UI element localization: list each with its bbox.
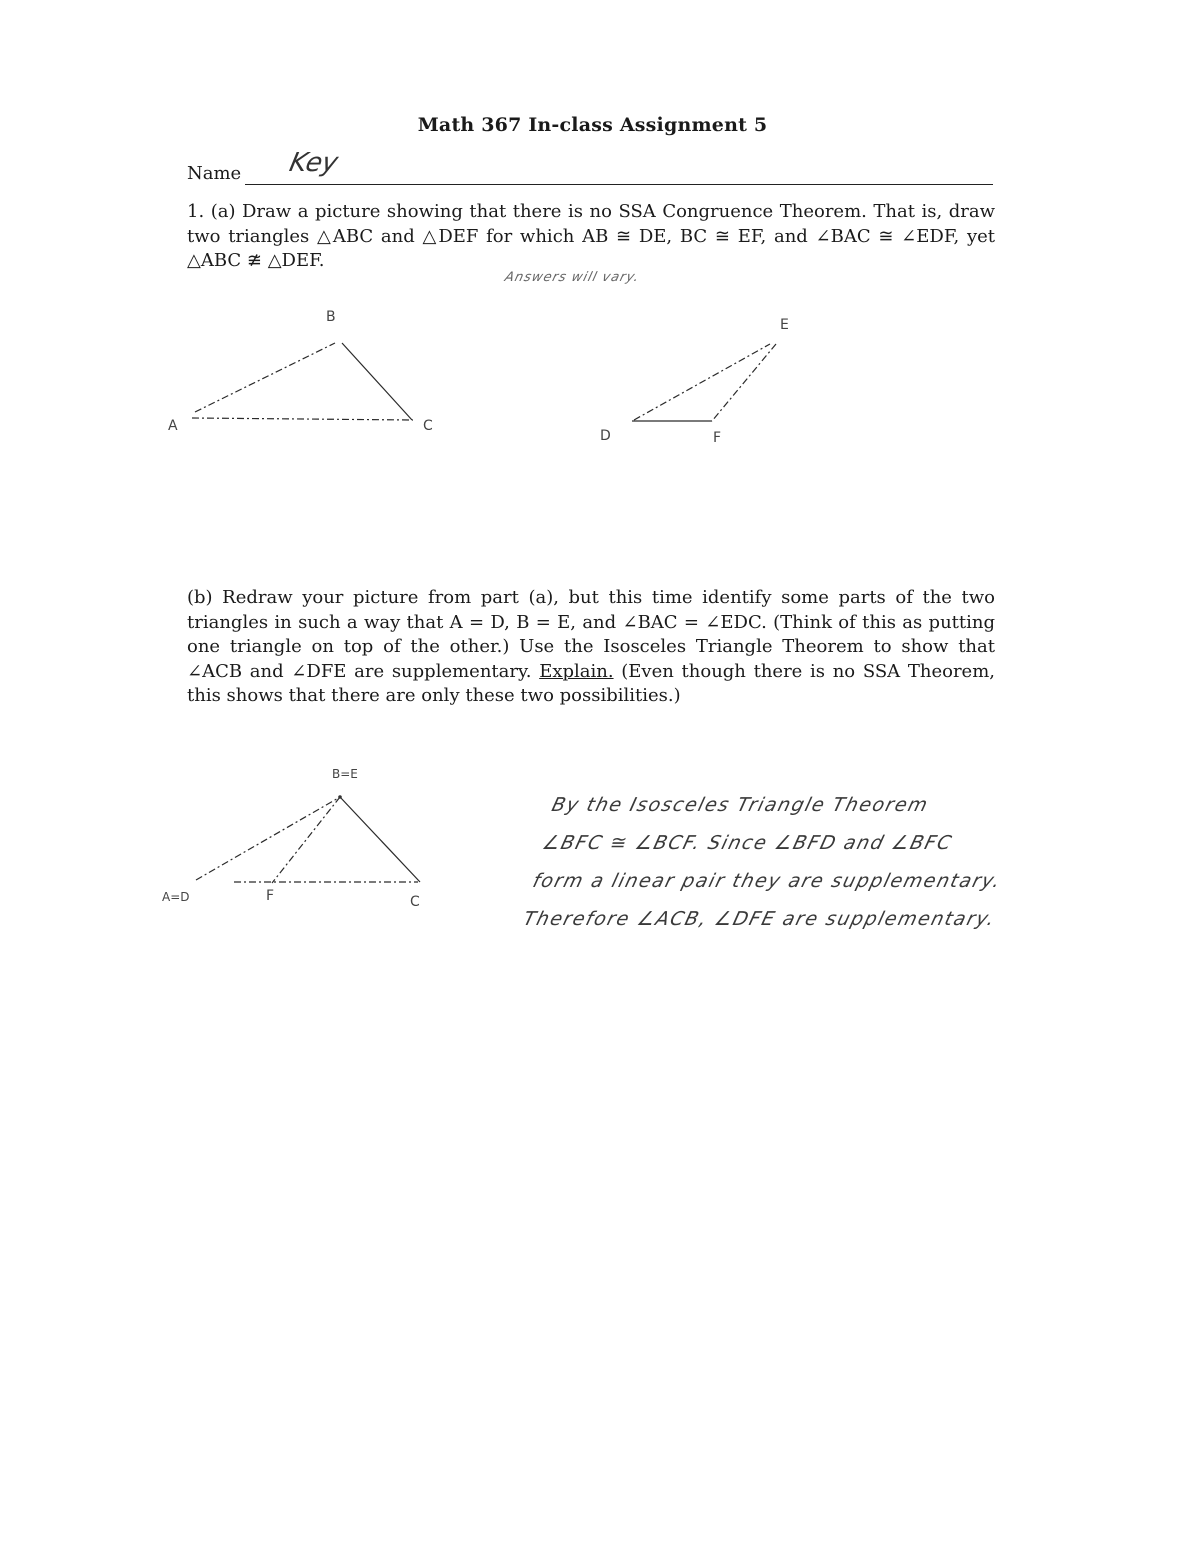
work-line-4: Therefore ∠ACB, ∠DFE are supplementary.: [521, 908, 998, 930]
label-c: C: [423, 418, 433, 434]
explain-word: Explain.: [539, 660, 614, 682]
handwritten-work: [519, 786, 1028, 938]
problem-1b-note: (Even though there is no SSA Theorem, this shows that there are only these two possibilities.): [187, 660, 995, 706]
triangle-abc: [192, 343, 413, 420]
label-b: B: [326, 309, 336, 325]
segment-ab-b: [196, 797, 340, 880]
segment-ac: [192, 418, 413, 420]
label-f-b: F: [266, 888, 275, 904]
label-e: E: [780, 317, 789, 333]
name-label: Name: [187, 163, 242, 184]
label-b-eq-e: B=E: [332, 767, 358, 781]
problem-1b-text: [187, 586, 995, 709]
name-value: Key: [286, 148, 341, 178]
segment-bc-b: [340, 797, 420, 882]
triangle-def: [632, 344, 776, 421]
label-d: D: [600, 428, 611, 444]
segment-ab: [195, 343, 335, 412]
work-line-2: ∠BFC ≅ ∠BCF. Since ∠BFD and ∠BFC: [539, 832, 955, 854]
work-line-1: By the Isosceles Triangle Theorem: [549, 794, 932, 816]
answer-note: Answers will vary.: [503, 270, 642, 285]
segment-bf-b: [272, 797, 340, 883]
page-title: Math 367 In-class Assignment 5: [417, 114, 768, 136]
vertex-b-dot: [338, 795, 342, 799]
label-a-eq-d: A=D: [162, 890, 190, 904]
segment-bc: [342, 343, 412, 420]
problem-1b-main: (b) Redraw your picture from part (a), but this time identify some parts of the two triangles in such a way that A = D, B = E, and ∠BAC = ∠EDC. (Think of this as putting one triangle on top of the other.) Use the Isosceles Triangle Theorem to show that ∠ACB and ∠DFE are supplementary.: [187, 587, 995, 682]
segment-ef: [712, 344, 776, 421]
work-line-3: form a linear pair they are supplementary.: [530, 870, 1004, 892]
segment-de: [634, 344, 770, 420]
label-a: A: [168, 418, 178, 434]
figure-part-b: [196, 795, 420, 883]
problem-1a-text: 1. (a) Draw a picture showing that there is no SSA Congruence Theorem. That is, draw two triangles △ABC and △DEF for which AB ≅ DE, BC ≅ EF, and ∠BAC ≅ ∠EDF, yet △ABC ≇ △DEF.: [187, 201, 995, 271]
label-f: F: [713, 430, 722, 446]
label-c-b: C: [410, 894, 420, 910]
